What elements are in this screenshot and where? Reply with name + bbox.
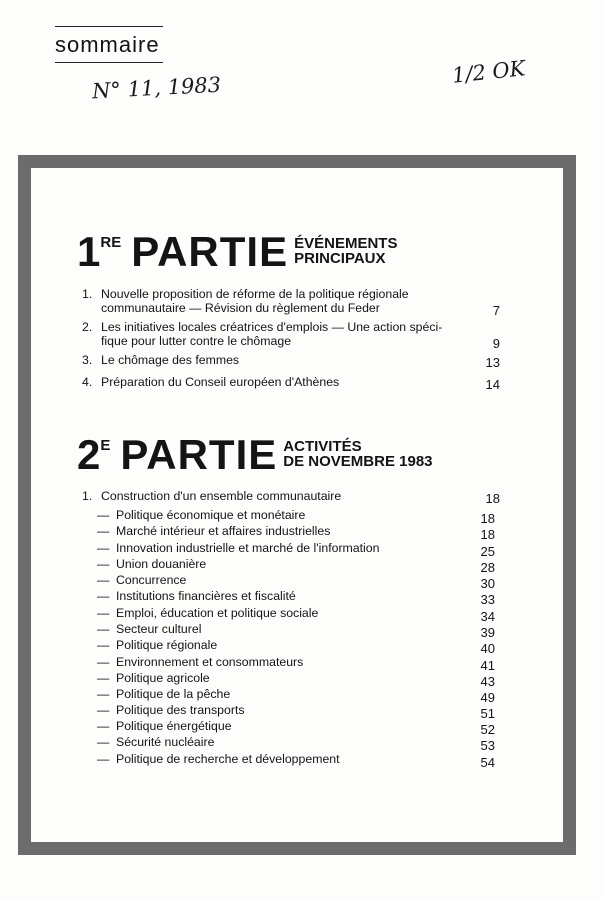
entry-text-line: communautaire — Révision du règlement du Feder (101, 301, 380, 315)
subitem-page: 33 (480, 592, 495, 607)
part1-number: 1 (77, 228, 101, 275)
subitem-page: 53 (480, 738, 495, 753)
subitem (97, 589, 495, 607)
subitem-page: 34 (480, 609, 495, 624)
dash: — (97, 508, 110, 522)
dash: — (97, 703, 110, 717)
sommaire-header (55, 26, 163, 63)
part1-heading (77, 230, 397, 274)
subitem (97, 703, 495, 721)
toc-entry (82, 489, 500, 506)
toc-entry (82, 353, 500, 370)
subitem-page: 30 (480, 576, 495, 591)
subitem-page: 18 (480, 511, 495, 526)
subitem-text: Innovation industrielle et marché de l'information (116, 541, 380, 555)
subitem-text: Sécurité nucléaire (116, 735, 215, 749)
dash: — (97, 541, 110, 555)
part2-heading (77, 433, 433, 477)
entry-number: 1. (82, 287, 93, 301)
dash: — (97, 671, 110, 685)
handwritten-note: 1/2 OK (450, 56, 527, 88)
subitem-text: Politique de recherche et développement (116, 752, 340, 766)
entry-text-line: Nouvelle proposition de réforme de la politique régionale (101, 287, 409, 301)
dash: — (97, 606, 110, 620)
dash: — (97, 589, 110, 603)
subitem (97, 655, 495, 673)
subitem-text: Emploi, éducation et politique sociale (116, 606, 319, 620)
dash: — (97, 557, 110, 571)
entry-page: 7 (492, 303, 500, 318)
entry-page: 14 (485, 377, 500, 392)
subitem-page: 52 (480, 722, 495, 737)
part2-title-line1: ACTIVITÉS (283, 438, 362, 455)
dash: — (97, 655, 110, 669)
entry-text-line: fique pour lutter contre le chômage (101, 334, 292, 348)
part2-word: PARTIE (120, 431, 278, 478)
subitem-text: Politique économique et monétaire (116, 508, 306, 522)
subitem (97, 687, 495, 705)
subitem (97, 752, 495, 770)
subitem-page: 41 (480, 658, 495, 673)
part2-number: 2 (77, 431, 101, 478)
entry-text-line: Construction d'un ensemble communautaire (101, 489, 342, 503)
subitem (97, 573, 495, 591)
sommaire-title: sommaire (55, 32, 160, 57)
subitem-page: 25 (480, 544, 495, 559)
subitem-page: 39 (480, 625, 495, 640)
entry-text-line: Le chômage des femmes (101, 353, 240, 367)
subitem-text: Environnement et consommateurs (116, 655, 304, 669)
part2-superscript: E (100, 437, 111, 454)
subitem-page: 43 (480, 674, 495, 689)
toc-entry (82, 375, 500, 392)
entry-page: 9 (492, 336, 500, 351)
dash: — (97, 752, 110, 766)
bottom-rule (55, 62, 163, 63)
part1-title-line1: ÉVÉNEMENTS (294, 235, 398, 252)
subitem (97, 622, 495, 640)
subitem-text: Politique énergétique (116, 719, 232, 733)
subitem-text: Politique des transports (116, 703, 245, 717)
toc-entry (82, 320, 500, 351)
subitem (97, 508, 495, 526)
subitem-page: 51 (480, 706, 495, 721)
handwritten-issue: N° 11, 1983 (91, 72, 222, 104)
entry-number: 2. (82, 320, 93, 334)
part2-title (283, 439, 432, 469)
subitem (97, 719, 495, 737)
subitem (97, 638, 495, 656)
entry-number: 1. (82, 489, 93, 503)
entry-page: 13 (485, 355, 500, 370)
subitem-text: Union douanière (116, 557, 207, 571)
subitem-text: Marché intérieur et affaires industrielles (116, 524, 331, 538)
subitem-page: 28 (480, 560, 495, 575)
entry-text-line: Préparation du Conseil européen d'Athènes (101, 375, 340, 389)
subitem-text: Concurrence (116, 573, 187, 587)
entry-text-line: Les initiatives locales créatrices d'emplois — Une action spéci- (101, 320, 443, 334)
subitem (97, 541, 495, 559)
subitem-text: Secteur culturel (116, 622, 202, 636)
dash: — (97, 735, 110, 749)
subitem-page: 18 (480, 527, 495, 542)
subitem-page: 54 (480, 755, 495, 770)
subitem-page: 40 (480, 641, 495, 656)
dash: — (97, 524, 110, 538)
entry-page: 18 (485, 491, 500, 506)
part1-title (294, 236, 397, 266)
entry-number: 3. (82, 353, 93, 367)
part1-title-line2: PRINCIPAUX (294, 250, 386, 267)
subitem (97, 557, 495, 575)
dash: — (97, 622, 110, 636)
subitem-text: Politique de la pêche (116, 687, 231, 701)
dash: — (97, 687, 110, 701)
subitem-text: Politique agricole (116, 671, 210, 685)
subitem (97, 524, 495, 542)
dash: — (97, 638, 110, 652)
subitem-text: Politique régionale (116, 638, 218, 652)
entry-number: 4. (82, 375, 93, 389)
subitem (97, 671, 495, 689)
part1-superscript: RE (100, 234, 122, 251)
subitem-text: Institutions financières et fiscalité (116, 589, 296, 603)
dash: — (97, 719, 110, 733)
part1-word: PARTIE (131, 228, 289, 275)
subitem-page: 49 (480, 690, 495, 705)
toc-entry (82, 287, 500, 318)
subitem (97, 606, 495, 624)
subitem (97, 735, 495, 753)
part2-title-line2: DE NOVEMBRE 1983 (283, 453, 433, 470)
dash: — (97, 573, 110, 587)
